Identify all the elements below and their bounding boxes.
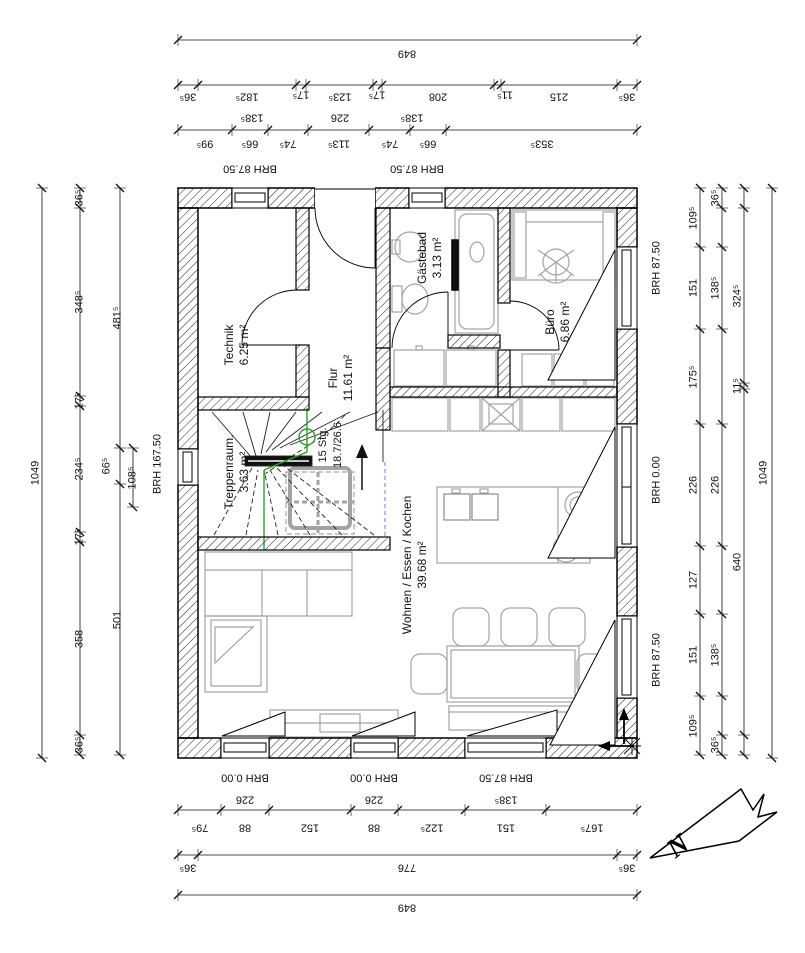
- dim-label: 109⁵: [687, 714, 700, 738]
- toilet-icon: [392, 284, 428, 314]
- dim-label: 776: [397, 861, 417, 874]
- room-label-gaestebad: Gästebad 3.13 m²: [415, 231, 444, 285]
- dim-label: 79⁵: [191, 821, 209, 834]
- dim-label: 11⁵: [731, 378, 744, 394]
- dim-label: 108⁵: [126, 466, 139, 490]
- dim-label: 17⁵: [368, 88, 386, 101]
- dim-label: 151: [496, 821, 516, 834]
- desk-icon: [512, 210, 617, 280]
- dim-label: 640: [731, 552, 744, 572]
- brh-label: BRH 167.50: [151, 434, 164, 494]
- dim-label: 36⁵: [709, 736, 722, 754]
- dim-label: 66⁵: [100, 457, 113, 475]
- dim-label: 1049: [757, 460, 770, 486]
- dim-label: 88: [367, 821, 381, 834]
- brh-label: BRH 0.00: [350, 771, 398, 784]
- dim-label: 113⁵: [327, 137, 351, 150]
- dim-label: 481⁵: [111, 306, 124, 330]
- wall-gaestebad-bottom: [448, 335, 500, 348]
- wall-technik-right-upper: [296, 208, 309, 290]
- dim-label: 36⁵: [179, 861, 197, 874]
- wardrobe-flur: [394, 346, 496, 386]
- dim-label: 11⁵: [497, 88, 513, 101]
- wall-technik-bottom: [198, 397, 309, 410]
- dim-label: 88: [238, 821, 252, 834]
- dim-label: 36⁵: [618, 90, 636, 103]
- dim-label: 138⁵: [709, 276, 722, 300]
- room-label-flur: Flur 11.61 m²: [326, 354, 355, 402]
- dim-label: 1049: [29, 460, 42, 486]
- room-label-technik: Technik 6.25 m²: [222, 324, 251, 366]
- brh-label: BRH 87.50: [650, 633, 663, 687]
- door-gaestebad: [392, 292, 448, 348]
- brh-label: BRH 87.50: [223, 162, 277, 175]
- dim-label: 109⁵: [687, 206, 700, 230]
- dim-label: 17⁵: [292, 88, 310, 101]
- brh-label: BRH 87.50: [650, 241, 663, 295]
- dim-label: 501: [111, 610, 124, 630]
- dim-label: 152: [300, 821, 320, 834]
- window-gaestebad-top: [409, 188, 445, 208]
- dim-label: 123⁵: [328, 90, 352, 103]
- dim-label: 17⁵: [73, 528, 86, 546]
- dim-label: 74⁵: [279, 137, 297, 150]
- brh-label: BRH 0.00: [221, 771, 269, 784]
- dim-label: 182⁵: [235, 90, 259, 103]
- dim-label: 167⁵: [580, 821, 604, 834]
- dim-label: 36⁵: [618, 861, 636, 874]
- dim-label: 151: [687, 278, 700, 298]
- dim-label: 17⁵: [73, 392, 86, 410]
- dim-label: 226: [235, 793, 255, 806]
- dim-label: 234⁵: [73, 457, 86, 481]
- window-technik-top: [232, 188, 268, 208]
- dim-label: 208: [428, 90, 448, 103]
- dim-label: 36⁵: [179, 90, 197, 103]
- under-stair-cabinet: [286, 472, 354, 534]
- bath-partition: [452, 240, 458, 290]
- terrace-door-right: [548, 424, 637, 558]
- dim-label: 138⁵: [709, 643, 722, 667]
- stair-handrail: [290, 468, 350, 528]
- dim-label: 353⁵: [530, 137, 554, 150]
- brh-label: BRH 87.50: [390, 162, 444, 175]
- window-stair-left: [178, 449, 198, 485]
- wall-flur-right: [376, 348, 390, 430]
- bathtub-icon: [455, 210, 498, 333]
- dim-label: 138⁵: [494, 793, 518, 806]
- wall-technik-right-lower: [296, 345, 309, 397]
- dim-label: 74⁵: [381, 137, 399, 150]
- dim-label: 151: [687, 645, 700, 665]
- dim-label: 36⁵: [73, 189, 86, 207]
- dim-label: 226: [709, 475, 722, 495]
- entrance-door: [315, 187, 375, 268]
- dim-label: 348⁵: [73, 290, 86, 314]
- dim-label: 36⁵: [709, 189, 722, 207]
- dim-label: 66⁵: [241, 137, 259, 150]
- dim-label: 849: [397, 47, 417, 60]
- wall-treppe-bottom: [198, 537, 390, 550]
- dim-label: 226: [364, 793, 384, 806]
- office-chair-icon: [538, 249, 574, 283]
- dim-label: 66⁵: [419, 137, 437, 150]
- room-label-treppenraum: Treppenraum. 3.63 m²: [222, 434, 251, 510]
- dim-label: 226: [330, 111, 350, 124]
- window-bottom-3: [465, 710, 557, 758]
- sofa: [205, 552, 352, 692]
- dim-label: 215: [549, 90, 569, 103]
- dim-label: 138⁵: [400, 111, 424, 124]
- dim-label: 99⁵: [196, 137, 214, 150]
- dim-label: 226: [687, 475, 700, 495]
- wall-wohnen-north: [390, 387, 617, 397]
- wall-gaestebad-left: [376, 208, 390, 348]
- dim-label: 122⁵: [420, 821, 444, 834]
- dim-label: 324⁵: [731, 284, 744, 308]
- north-label: N: [660, 827, 695, 864]
- stair-note: 15 Stg. 18.7/26.6: [317, 422, 344, 468]
- brh-label: BRH 87.50: [479, 771, 533, 784]
- dim-label: 127: [687, 570, 700, 590]
- stair-direction-arrow: [356, 444, 368, 490]
- dim-label: 175⁵: [687, 365, 700, 389]
- brh-label: BRH 0.00: [650, 456, 663, 504]
- dim-label: 849: [397, 901, 417, 914]
- furniture-layer: [205, 210, 617, 737]
- room-label-wohnen: Wohnen / Essen / Kochen 39.68 m²: [400, 495, 429, 635]
- dim-label: 36⁵: [73, 736, 86, 754]
- dim-label: 138⁵: [240, 111, 264, 124]
- dim-label: 358: [73, 629, 86, 649]
- room-label-buero: Büro 6.86 m²: [543, 301, 572, 343]
- kitchen-counter: [392, 398, 615, 431]
- wall-buero-left-upper: [498, 208, 510, 303]
